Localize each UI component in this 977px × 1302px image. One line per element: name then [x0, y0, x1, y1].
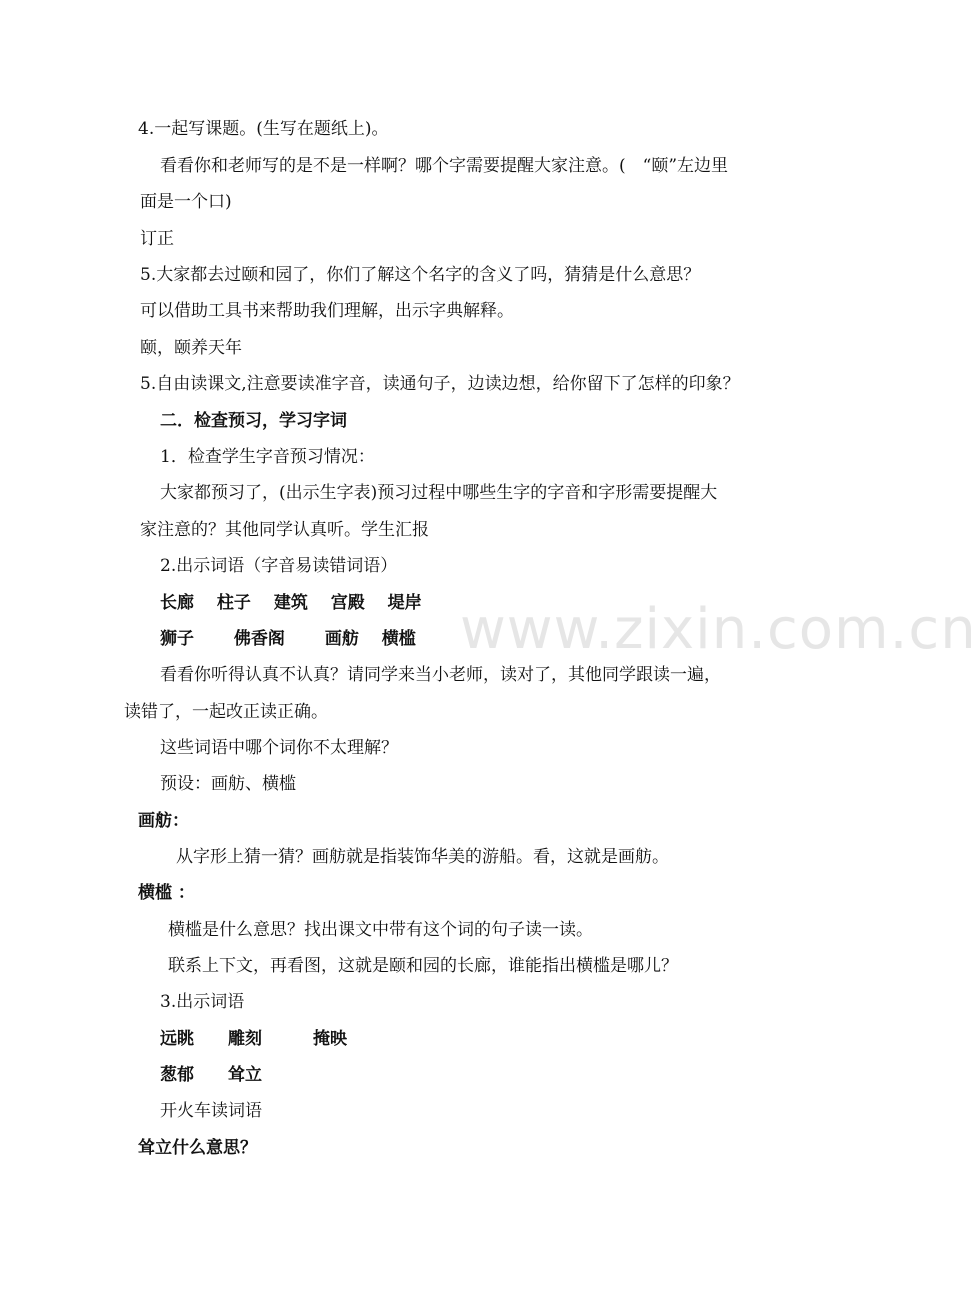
- vocabulary-list: 葱郁 耸立: [160, 1065, 262, 1085]
- paragraph-line: 看看你和老师写的是不是一样啊？哪个字需要提醒大家注意。( “颐”左边里: [160, 156, 729, 176]
- paragraph-line: 家注意的？其他同学认真听。学生汇报: [140, 520, 429, 540]
- section-heading: 二．检查预习，学习字词: [160, 411, 347, 431]
- paragraph-line: 预设：画舫、横槛: [160, 774, 296, 794]
- paragraph-line: 看看你听得认真不认真？请同学来当小老师，读对了，其他同学跟读一遍，: [160, 665, 721, 685]
- paragraph-line: 这些词语中哪个词你不太理解？: [160, 738, 398, 758]
- step-5-heading: 5.自由读课文,注意要读准字音，读通句子，边读边想，给你留下了怎样的印象？: [140, 374, 740, 394]
- vocabulary-list: 远眺 雕刻 掩映: [160, 1029, 347, 1049]
- paragraph-line: 从字形上猜一猜？画舫就是指装饰华美的游船。看，这就是画舫。: [176, 847, 669, 867]
- term-heading: 横槛 ：: [138, 883, 195, 903]
- subsection-heading: 2.出示词语（字音易读错词语）: [160, 556, 398, 576]
- step-4-heading: 4.一起写课题。(生写在题纸上)。: [138, 119, 389, 139]
- paragraph-line: 横槛是什么意思？找出课文中带有这个词的句子读一读。: [168, 920, 593, 940]
- paragraph-line: 开火车读词语: [160, 1101, 262, 1121]
- paragraph-line: 面是一个口): [140, 192, 232, 212]
- paragraph-line: 订正: [140, 229, 174, 249]
- paragraph-line: 大家都预习了，(出示生字表)预习过程中哪些生字的字音和字形需要提醒大: [160, 483, 718, 503]
- term-heading: 画舫：: [138, 811, 189, 831]
- vocabulary-list: 长廊 柱子 建筑 宫殿 堤岸: [160, 593, 422, 613]
- paragraph-line: 颐，颐养天年: [140, 338, 242, 358]
- question-line: 耸立什么意思？: [138, 1138, 257, 1158]
- paragraph-line: 读错了，一起改正读正确。: [124, 702, 328, 722]
- paragraph-line: 可以借助工具书来帮助我们理解，出示字典解释。: [140, 301, 514, 321]
- subsection-heading: 1．检查学生字音预习情况：: [160, 447, 375, 467]
- vocabulary-list: 狮子 佛香阁 画舫 横槛: [160, 629, 416, 649]
- paragraph-line: 联系上下文，再看图，这就是颐和园的长廊，谁能指出横槛是哪儿？: [168, 956, 678, 976]
- watermark-text: www.zixin.com.cn: [460, 597, 977, 662]
- step-5-heading: 5.大家都去过颐和园了，你们了解这个名字的含义了吗，猜猜是什么意思？: [140, 265, 701, 285]
- subsection-heading: 3.出示词语: [160, 992, 245, 1012]
